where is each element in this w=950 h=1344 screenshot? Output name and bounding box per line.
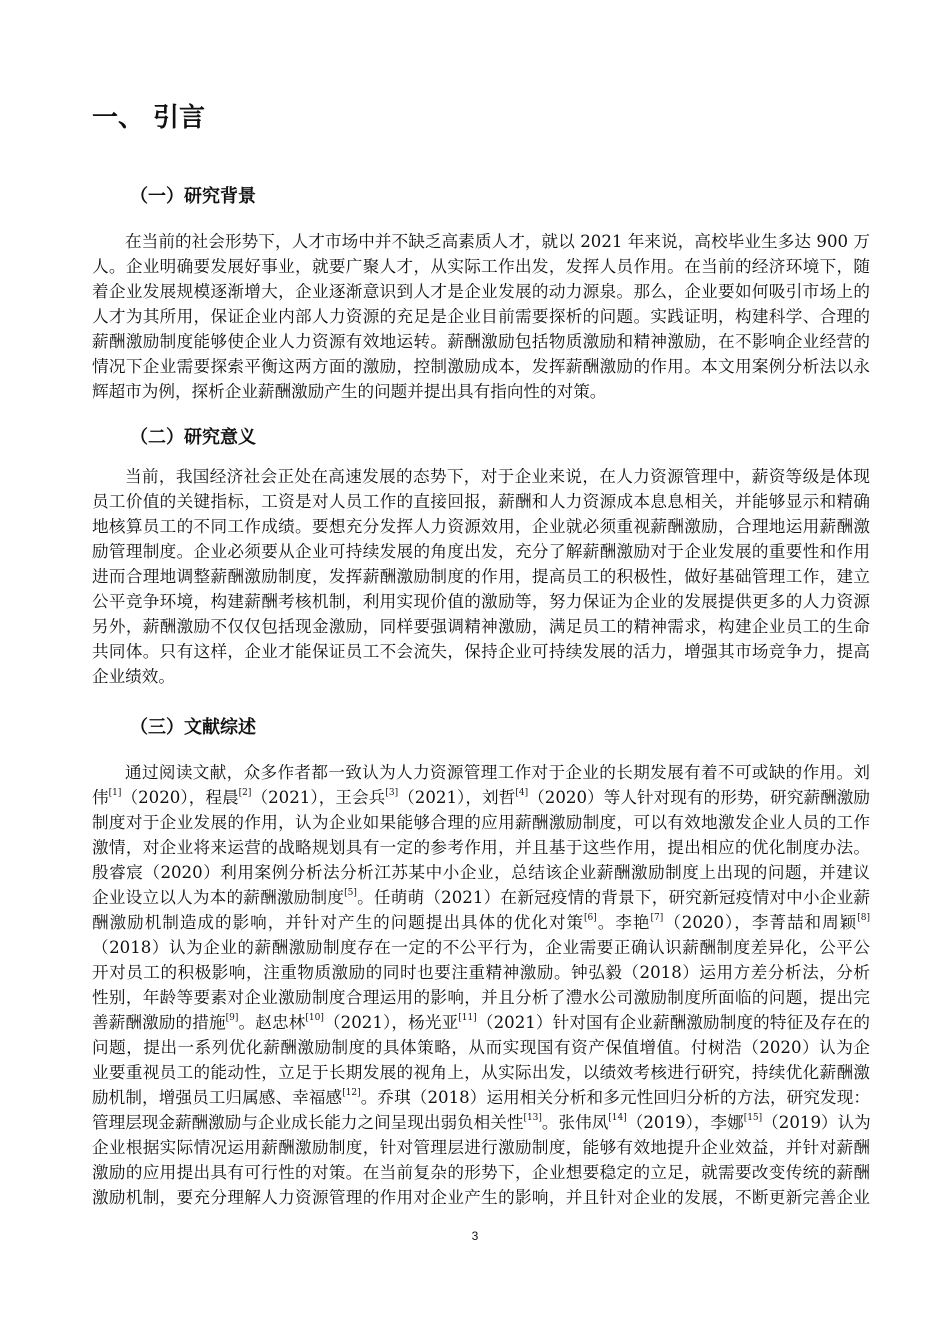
text-run: 薪酬激励制度能够使企业人力资源有效地运转。薪酬激励包括物质激励和精神激励，在不影响企业经营的 bbox=[92, 332, 870, 351]
citation-marker: [4] bbox=[515, 788, 529, 798]
text-run: 通过阅读文献，众多作者都一致认为人力资源管理工作对于企业的长期发展有着不可或缺的作用。刘 bbox=[125, 763, 870, 782]
text-run: 开对员工的积极影响，注重物质激励的同时也要注重精神激励。钟弘毅（2018）运用方差分析法，分析 bbox=[92, 963, 870, 982]
text-line bbox=[92, 539, 870, 564]
text-run: 激励机制，要充分理解人力资源管理的作用对企业产生的影响，并且针对企业的发展，不断更新完善企业 bbox=[92, 1188, 870, 1207]
text-run: （2021），杨光亚 bbox=[323, 1013, 459, 1032]
text-run: 企业根据实际情况运用薪酬激励制度，针对管理层进行激励制度，能够有效地提升企业效益，并针对薪酬 bbox=[92, 1138, 870, 1157]
citation-marker: [14] bbox=[608, 1113, 627, 1123]
text-run: （2020）等人针对现有的形势，研究薪酬激励 bbox=[528, 788, 870, 807]
text-line bbox=[92, 379, 870, 404]
text-line bbox=[92, 1060, 870, 1085]
text-line bbox=[92, 254, 870, 279]
text-run: （2019）认为 bbox=[762, 1113, 871, 1132]
citation-marker: [6] bbox=[584, 913, 597, 923]
text-run: 善薪酬激励的措施 bbox=[92, 1013, 226, 1032]
citation-marker: [1] bbox=[108, 788, 122, 798]
citation-marker: [9] bbox=[225, 1013, 239, 1023]
text-run: （2021）针对国有企业薪酬激励制度的特征及存在的 bbox=[476, 1013, 870, 1032]
subsection-title-background: （一）研究背景 bbox=[130, 186, 256, 207]
text-line bbox=[92, 489, 870, 514]
text-run: 业要重视员工的能动性，立足于长期发展的视角上，从实际出发，以绩效考核进行研究，持续优化薪酬激 bbox=[92, 1063, 870, 1082]
text-line bbox=[92, 279, 870, 304]
text-line bbox=[92, 1160, 870, 1185]
text-run: 殷睿宸（2020）利用案例分析法分析江苏某中小企业，总结该企业薪酬激励制度上出现的问题，并建议 bbox=[92, 863, 870, 882]
text-run: 问题，提出一系列优化薪酬激励制度的具体策略，从而实现国有资产保值增值。付树浩（2020）认为企 bbox=[92, 1038, 870, 1057]
citation-marker: [11] bbox=[458, 1013, 477, 1023]
text-run: （2021），王会兵 bbox=[251, 788, 386, 807]
text-line bbox=[92, 589, 870, 614]
citation-marker: [3] bbox=[385, 788, 399, 798]
text-run: 性别，年龄等要素对企业激励制度合理运用的影响，并且分析了澧水公司激励制度所面临的问题，提出完 bbox=[92, 988, 870, 1007]
text-line bbox=[92, 639, 870, 664]
paragraph-significance bbox=[92, 464, 870, 689]
text-line bbox=[92, 1010, 870, 1035]
citation-marker: [7] bbox=[650, 913, 664, 923]
text-line bbox=[92, 304, 870, 329]
text-line bbox=[92, 885, 870, 910]
text-run: 激励的应用提出具有可行性的对策。在当前复杂的形势下，企业想要稳定的立足，就需要改变传统的薪酬 bbox=[92, 1163, 870, 1182]
text-line bbox=[92, 329, 870, 354]
text-run: 着企业发展规模逐渐增大，企业逐渐意识到人才是企业发展的动力源泉。那么，企业要如何吸引市场上的 bbox=[92, 282, 870, 301]
text-run: 制度对于企业发展的作用，认为企业如果能够合理的应用薪酬激励制度，可以有效地激发企业人员的工作 bbox=[92, 813, 870, 832]
text-line bbox=[92, 760, 870, 785]
citation-marker: [2] bbox=[238, 788, 252, 798]
text-line bbox=[92, 985, 870, 1010]
text-run: 情况下企业需要探索平衡这两方面的激励，控制激励成本，发挥薪酬激励的作用。本文用案例分析法以永 bbox=[92, 357, 870, 376]
text-line bbox=[92, 1185, 870, 1210]
text-run: 辉超市为例，探析企业薪酬激励产生的问题并提出具有指向性的对策。 bbox=[92, 382, 607, 401]
text-run: （2019），李娜 bbox=[626, 1113, 744, 1132]
text-line bbox=[92, 564, 870, 589]
text-run: 。任萌萌（2021）在新冠疫情的背景下，研究新冠疫情对中小企业薪 bbox=[356, 888, 870, 907]
text-run: 。李艳 bbox=[596, 913, 651, 932]
text-line bbox=[92, 614, 870, 639]
text-run: （2021），刘哲 bbox=[398, 788, 516, 807]
text-run: 在当前的社会形势下，人才市场中并不缺乏高素质人才，就以 2021 年来说，高校毕业生多达 900 万 bbox=[125, 232, 870, 251]
text-run: 公平竞争环境，构建薪酬考核机制，利用实现价值的激励等，努力保证为企业的发展提供更多的人力资源 bbox=[92, 592, 870, 611]
citation-marker: [15] bbox=[743, 1113, 763, 1123]
text-run: 另外，薪酬激励不仅仅包括现金激励，同样要强调精神激励，满足员工的精神需求，构建企业员工的生命 bbox=[92, 617, 870, 636]
text-run: 进而合理地调整薪酬激励制度，发挥薪酬激励制度的作用，提高员工的积极性，做好基础管理工作，建立 bbox=[92, 567, 870, 586]
citation-marker: [12] bbox=[342, 1088, 361, 1098]
text-line bbox=[92, 229, 870, 254]
text-run: 伟 bbox=[92, 788, 109, 807]
text-run: 共同体。只有这样，企业才能保证员工不会流失，保持企业可持续发展的活力，增强其市场竞争力，提高 bbox=[92, 642, 870, 661]
text-run: 。张伟凤 bbox=[541, 1113, 609, 1132]
text-line bbox=[92, 935, 870, 960]
citation-marker: [10] bbox=[305, 1013, 324, 1023]
text-line bbox=[92, 785, 870, 810]
text-run: 。赵忠林 bbox=[238, 1013, 306, 1032]
citation-marker: [5] bbox=[344, 888, 357, 898]
text-line bbox=[92, 354, 870, 379]
text-line bbox=[92, 664, 870, 689]
text-run: （2018）认为企业的薪酬激励制度存在一定的不公平行为，企业需要正确认识薪酬制度差异化，公平公 bbox=[92, 938, 870, 957]
text-run: 励机制，增强员工归属感、幸福感 bbox=[92, 1088, 343, 1107]
text-line bbox=[92, 514, 870, 539]
text-line bbox=[92, 1085, 870, 1110]
text-run: 。乔琪（2018）运用相关分析和多元性回归分析的方法，研究发现： bbox=[360, 1088, 870, 1107]
text-run: 励管理制度。企业必须要从企业可持续发展的角度出发，充分了解薪酬激励对于企业发展的重要性和作用 bbox=[92, 542, 870, 561]
text-line bbox=[92, 1135, 870, 1160]
text-run: 员工价值的关键指标，工资是对人员工作的直接回报，薪酬和人力资源成本息息相关，并能够显示和精确 bbox=[92, 492, 870, 511]
text-run: （2020），程晨 bbox=[121, 788, 239, 807]
text-run: 当前，我国经济社会正处在高速发展的态势下，对于企业来说，在人力资源管理中，薪资等级是体现 bbox=[125, 467, 870, 486]
text-line bbox=[92, 960, 870, 985]
text-line bbox=[92, 910, 870, 935]
paragraph-background bbox=[92, 229, 870, 404]
text-run: 人才为其所用，保证企业内部人力资源的充足是企业目前需要探析的问题。实践证明，构建科学、合理的 bbox=[92, 307, 870, 326]
text-run: 地核算员工的不同工作成绩。要想充分发挥人力资源效用，企业就必须重视薪酬激励，合理地运用薪酬激 bbox=[92, 517, 870, 536]
paragraph-literature-review bbox=[92, 760, 870, 1210]
text-line bbox=[92, 810, 870, 835]
text-line bbox=[92, 860, 870, 885]
section-title: 一、 引言 bbox=[92, 103, 206, 133]
text-line bbox=[92, 835, 870, 860]
text-run: 管理层现金薪酬激励与企业成长能力之间呈现出弱负相关性 bbox=[92, 1113, 524, 1132]
text-run: 酬激励机制造成的影响，并针对产生的问题提出具体的优化对策 bbox=[92, 913, 585, 932]
page-number: 3 bbox=[471, 1229, 479, 1243]
text-run: 企业设立以人为本的薪酬激励制度 bbox=[92, 888, 345, 907]
text-run: 企业绩效。 bbox=[92, 667, 175, 686]
citation-marker: [8] bbox=[857, 913, 871, 923]
text-line bbox=[92, 1110, 870, 1135]
text-run: （2020），李菁喆和周颖 bbox=[663, 913, 858, 932]
subsection-title-significance: （二）研究意义 bbox=[130, 427, 256, 448]
text-line bbox=[92, 464, 870, 489]
subsection-title-literature-review: （三）文献综述 bbox=[130, 717, 256, 738]
text-line bbox=[92, 1035, 870, 1060]
citation-marker: [13] bbox=[523, 1113, 542, 1123]
text-run: 人。企业明确要发展好事业，就要广聚人才，从实际工作出发，发挥人员作用。在当前的经济环境下，随 bbox=[92, 257, 870, 276]
text-run: 激情，对企业将来运营的战略规划具有一定的参考作用，并且基于这些作用，提出相应的优化制度办法。 bbox=[92, 838, 870, 857]
